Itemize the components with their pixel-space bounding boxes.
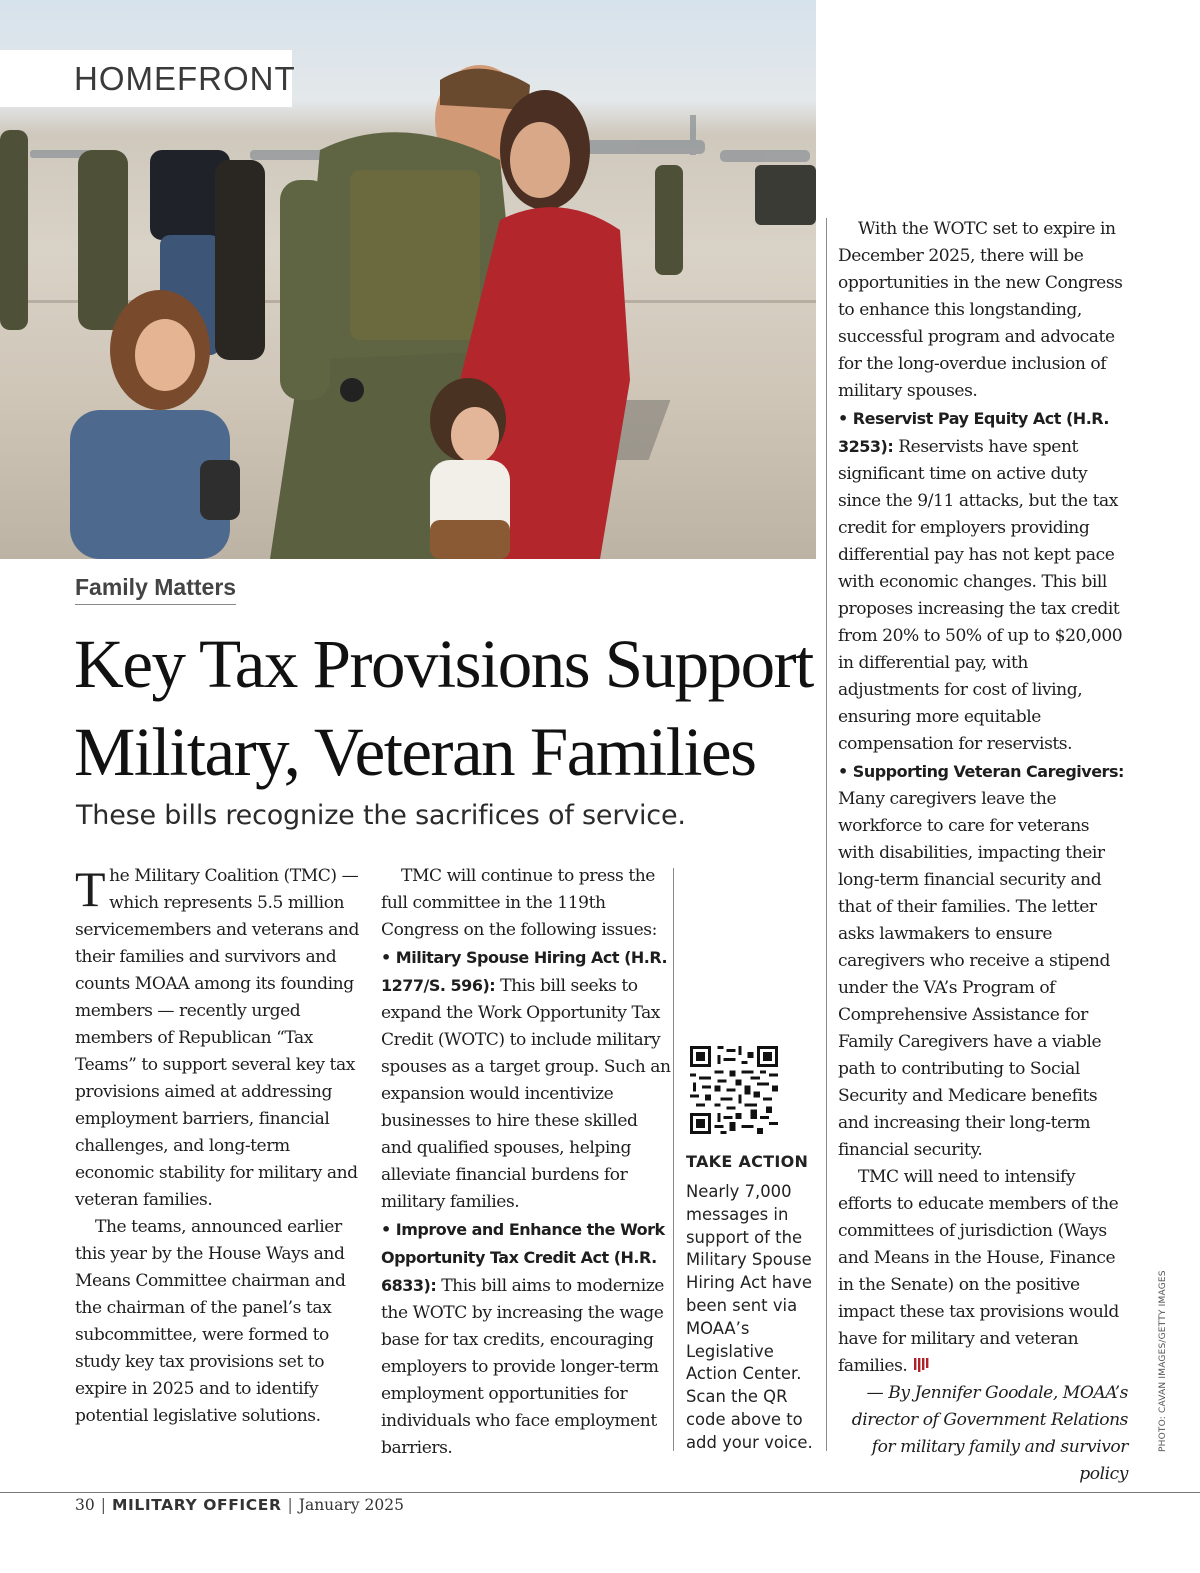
article-column-1 [75,863,365,1430]
bill-title: • Reservist Pay Equity Act (H.R. 3253): [838,409,1109,456]
bill-item [838,405,1128,758]
paragraph: With the WOTC set to expire in December 2025, there will be opportunities in the new Congress to enhance this longstanding, successful program and advocate for the long-overdue inclusion of military spouses. [838,219,1123,401]
page-footer [75,1496,404,1514]
section-tag: HOMEFRONT [0,50,292,107]
paragraph [838,1164,1128,1380]
bill-title: • Improve and Enhance the Work Opportunity Tax Credit Act (H.R. 6833): [381,1220,665,1295]
paragraph-text: he Military Coalition (TMC) — which represents 5.5 million servicemembers and veterans and their families and survivors and counts MOAA among its founding members — recently urged members of Republican “Tax Teams” to support several key tax provisions aimed at addressing employment barriers, financial challenges, and long-term economic stability for military and veteran families. [75,866,359,1210]
headline-line-2: Military, Veteran Families [74,714,756,790]
bill-item [838,758,1128,1164]
bill-item [381,1216,671,1462]
dek: These bills recognize the sacrifices of service. [76,800,686,831]
footer-rule [0,1492,1200,1493]
photo-credit: PHOTO: CAVAN IMAGES/GETTY IMAGES [1158,1270,1168,1452]
take-action-body: Nearly 7,000 messages in support of the Military Spouse Hiring Act have been sent via MOAA’s Legislative Action Center. Scan the QR code above to add your voice. [686,1182,813,1452]
qr-code[interactable] [690,1046,778,1134]
paragraph: The teams, announced earlier this year by the House Ways and Means Committee chairman and the chairman of the panel’s tax subcommittee, were formed to study key tax provisions set to expire in 2025 and to identify potential legislative solutions. [75,1217,346,1426]
bill-title: • Military Spouse Hiring Act (H.R. 1277/S. 596): [381,948,668,995]
end-mark-icon [913,1357,929,1373]
kicker: Family Matters [75,574,236,605]
byline: — By Jennifer Goodale, MOAA’s director of Government Relations for military family and survivor policy [851,1383,1128,1484]
take-action-title: TAKE ACTION [686,1152,809,1171]
headline-line-1: Key Tax Provisions Support [74,626,813,702]
footer-separator: | [100,1496,106,1514]
paragraph-text: TMC will need to intensify efforts to educate members of the committees of jurisdiction (Ways and Means in the House, Finance in the Senate) on the positive impact these tax provisions would have for military and veteran families. [838,1167,1119,1376]
bill-text: Reservists have spent significant time on active duty since the 9/11 attacks, but the tax credit for employers providing differential pay has not kept pace with economic changes. This bill proposes increasing the tax credit from 20% to 50% of up to $20,000 in differential pay, with adjustments for cost of living, ensuring more equitable compensation for reservists. [838,437,1123,754]
paragraph [75,863,365,1214]
drop-cap: T [75,861,106,917]
page-number: 30 [75,1496,95,1514]
column-divider [826,218,827,1451]
paragraph: TMC will continue to press the full committee in the 119th Congress on the following issues: [381,866,657,940]
article-column-2 [381,863,671,1462]
magazine-name: MILITARY OFFICER [111,1496,282,1514]
article-column-4 [838,216,1128,1488]
footer-separator: | [287,1496,293,1514]
bill-item [381,944,671,1216]
bill-text: This bill aims to modernize the WOTC by increasing the wage base for tax credits, encouraging employers to provide longer-term employment opportunities for individuals who face employment barriers. [381,1276,664,1458]
bill-title: • Supporting Veteran Caregivers: [838,762,1124,781]
headline [74,620,814,796]
bill-text: Many caregivers leave the workforce to care for veterans with disabilities, impacting their long-term financial security and that of their families. The letter asks lawmakers to ensure caregivers who receive a stipend under the VA’s Program of Comprehensive Assistance for Family Caregivers have a viable path to contributing to Social Security and Medicare benefits and increasing their long-term financial security. [838,789,1110,1160]
bill-text: This bill seeks to expand the Work Opportunity Tax Credit (WOTC) to include military spouses as a target group. Such an expansion would incentivize businesses to hire these skilled and qualified spouses, helping alleviate financial burdens for military families. [381,976,671,1212]
issue-date: January 2025 [298,1496,404,1514]
column-divider [673,868,674,1451]
